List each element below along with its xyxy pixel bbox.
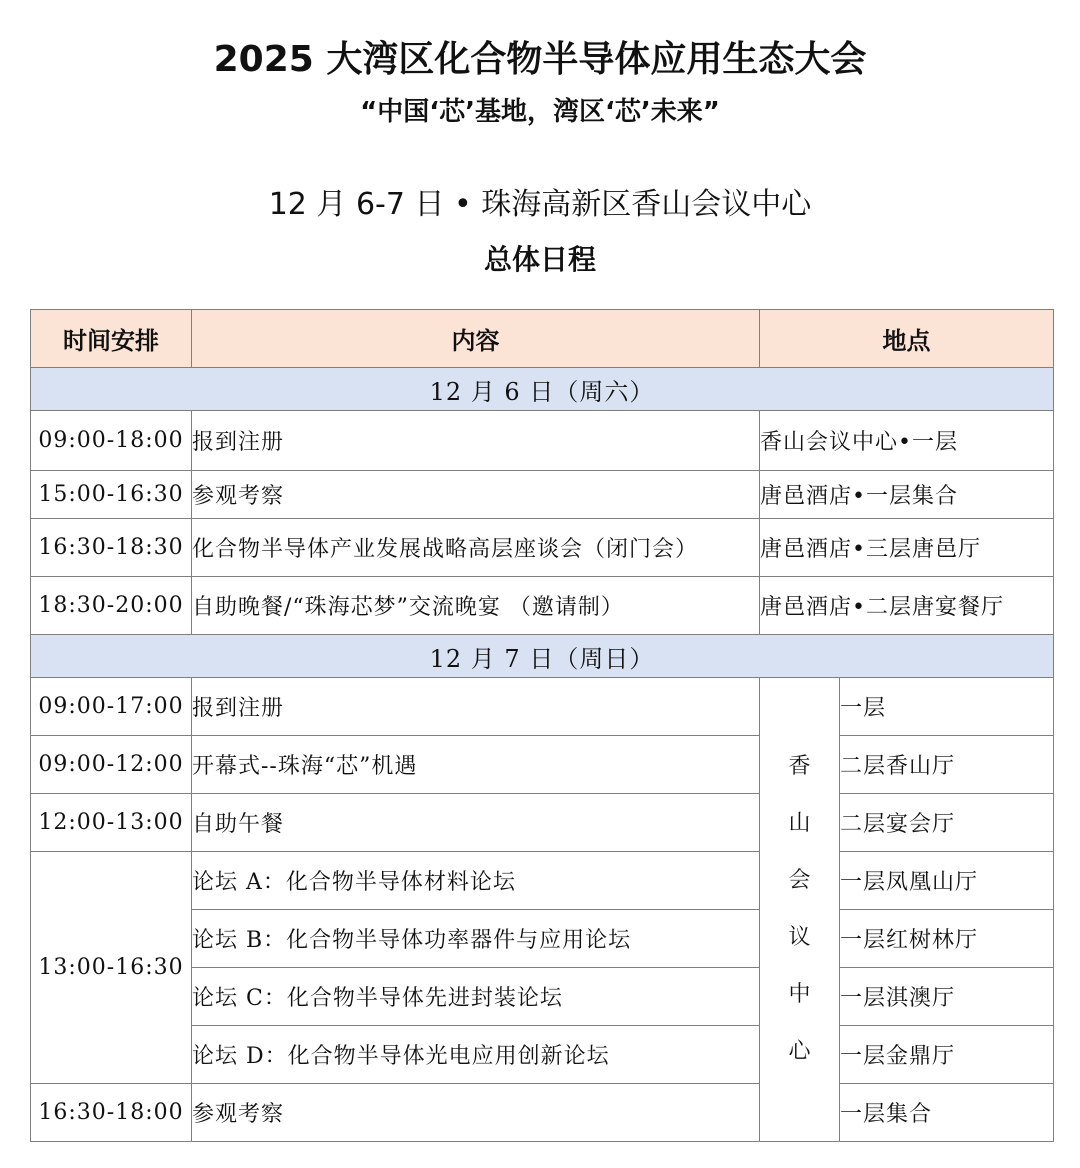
- content-cell: 论坛 B：化合物半导体功率器件与应用论坛: [192, 910, 760, 968]
- location-cell: 香山会议中心•一层: [760, 411, 1054, 471]
- time-cell: 18:30-20:00: [31, 577, 192, 635]
- content-cell: 参观考察: [192, 471, 760, 519]
- content-cell: 论坛 D：化合物半导体光电应用创新论坛: [192, 1026, 760, 1084]
- venue-char: 议: [788, 925, 811, 950]
- day-label-dec7: 12 月 7 日（周日）: [31, 635, 1054, 678]
- venue-char: 会: [788, 868, 811, 893]
- content-cell: 自助午餐: [192, 794, 760, 852]
- venue-char: 心: [788, 1039, 811, 1064]
- room-cell: 一层淇澳厅: [840, 968, 1054, 1026]
- table-row: [31, 577, 1054, 635]
- time-cell: 12:00-13:00: [31, 794, 192, 852]
- content-cell: 参观考察: [192, 1084, 760, 1142]
- event-slogan: “中国‘芯’基地，湾区‘芯’未来”: [360, 97, 720, 127]
- venue-char: 山: [788, 811, 811, 836]
- content-cell: 报到注册: [192, 411, 760, 471]
- room-cell: 二层宴会厅: [840, 794, 1054, 852]
- location-cell: 唐邑酒店•三层唐邑厅: [760, 519, 1054, 577]
- table-row: [31, 678, 1054, 736]
- room-cell: 一层红树林厅: [840, 910, 1054, 968]
- content-cell: 自助晚餐/“珠海芯梦”交流晚宴 （邀请制）: [192, 577, 760, 635]
- event-title: 2025 大湾区化合物半导体应用生态大会: [213, 39, 867, 80]
- venue-vertical-cell: [760, 678, 840, 1142]
- schedule-table: [30, 309, 1054, 1142]
- time-cell: 16:30-18:00: [31, 1084, 192, 1142]
- column-header-location: 地点: [760, 310, 1054, 368]
- day-label-dec6: 12 月 6 日（周六）: [31, 368, 1054, 411]
- room-cell: 一层金鼎厅: [840, 1026, 1054, 1084]
- event-date-venue: 12 月 6-7 日 • 珠海高新区香山会议中心: [268, 187, 812, 222]
- day-row: [31, 635, 1054, 678]
- time-cell: 13:00-16:30: [31, 852, 192, 1084]
- table-row: [31, 794, 1054, 852]
- room-cell: 一层集合: [840, 1084, 1054, 1142]
- time-cell: 09:00-18:00: [31, 411, 192, 471]
- content-cell: 开幕式--珠海“芯”机遇: [192, 736, 760, 794]
- venue-char: 香: [788, 754, 811, 779]
- column-header-time: 时间安排: [31, 310, 192, 368]
- time-cell: 15:00-16:30: [31, 471, 192, 519]
- table-row: [31, 1084, 1054, 1142]
- time-cell: 16:30-18:30: [31, 519, 192, 577]
- venue-char: 中: [788, 982, 811, 1007]
- table-row: [31, 411, 1054, 471]
- table-header-row: [31, 310, 1054, 368]
- time-cell: 09:00-17:00: [31, 678, 192, 736]
- content-cell: 报到注册: [192, 678, 760, 736]
- table-row: [31, 519, 1054, 577]
- table-row: [31, 471, 1054, 519]
- table-row: [31, 736, 1054, 794]
- schedule-heading: 总体日程: [483, 243, 596, 276]
- day-row: [31, 368, 1054, 411]
- content-cell: 论坛 A：化合物半导体材料论坛: [192, 852, 760, 910]
- content-cell: 论坛 C：化合物半导体先进封装论坛: [192, 968, 760, 1026]
- column-header-content: 内容: [192, 310, 760, 368]
- room-cell: 二层香山厅: [840, 736, 1054, 794]
- room-cell: 一层: [840, 678, 1054, 736]
- content-cell: 化合物半导体产业发展战略高层座谈会（闭门会）: [192, 519, 760, 577]
- room-cell: 一层凤凰山厅: [840, 852, 1054, 910]
- location-cell: 唐邑酒店•一层集合: [760, 471, 1054, 519]
- location-cell: 唐邑酒店•二层唐宴餐厅: [760, 577, 1054, 635]
- table-row: [31, 852, 1054, 910]
- time-cell: 09:00-12:00: [31, 736, 192, 794]
